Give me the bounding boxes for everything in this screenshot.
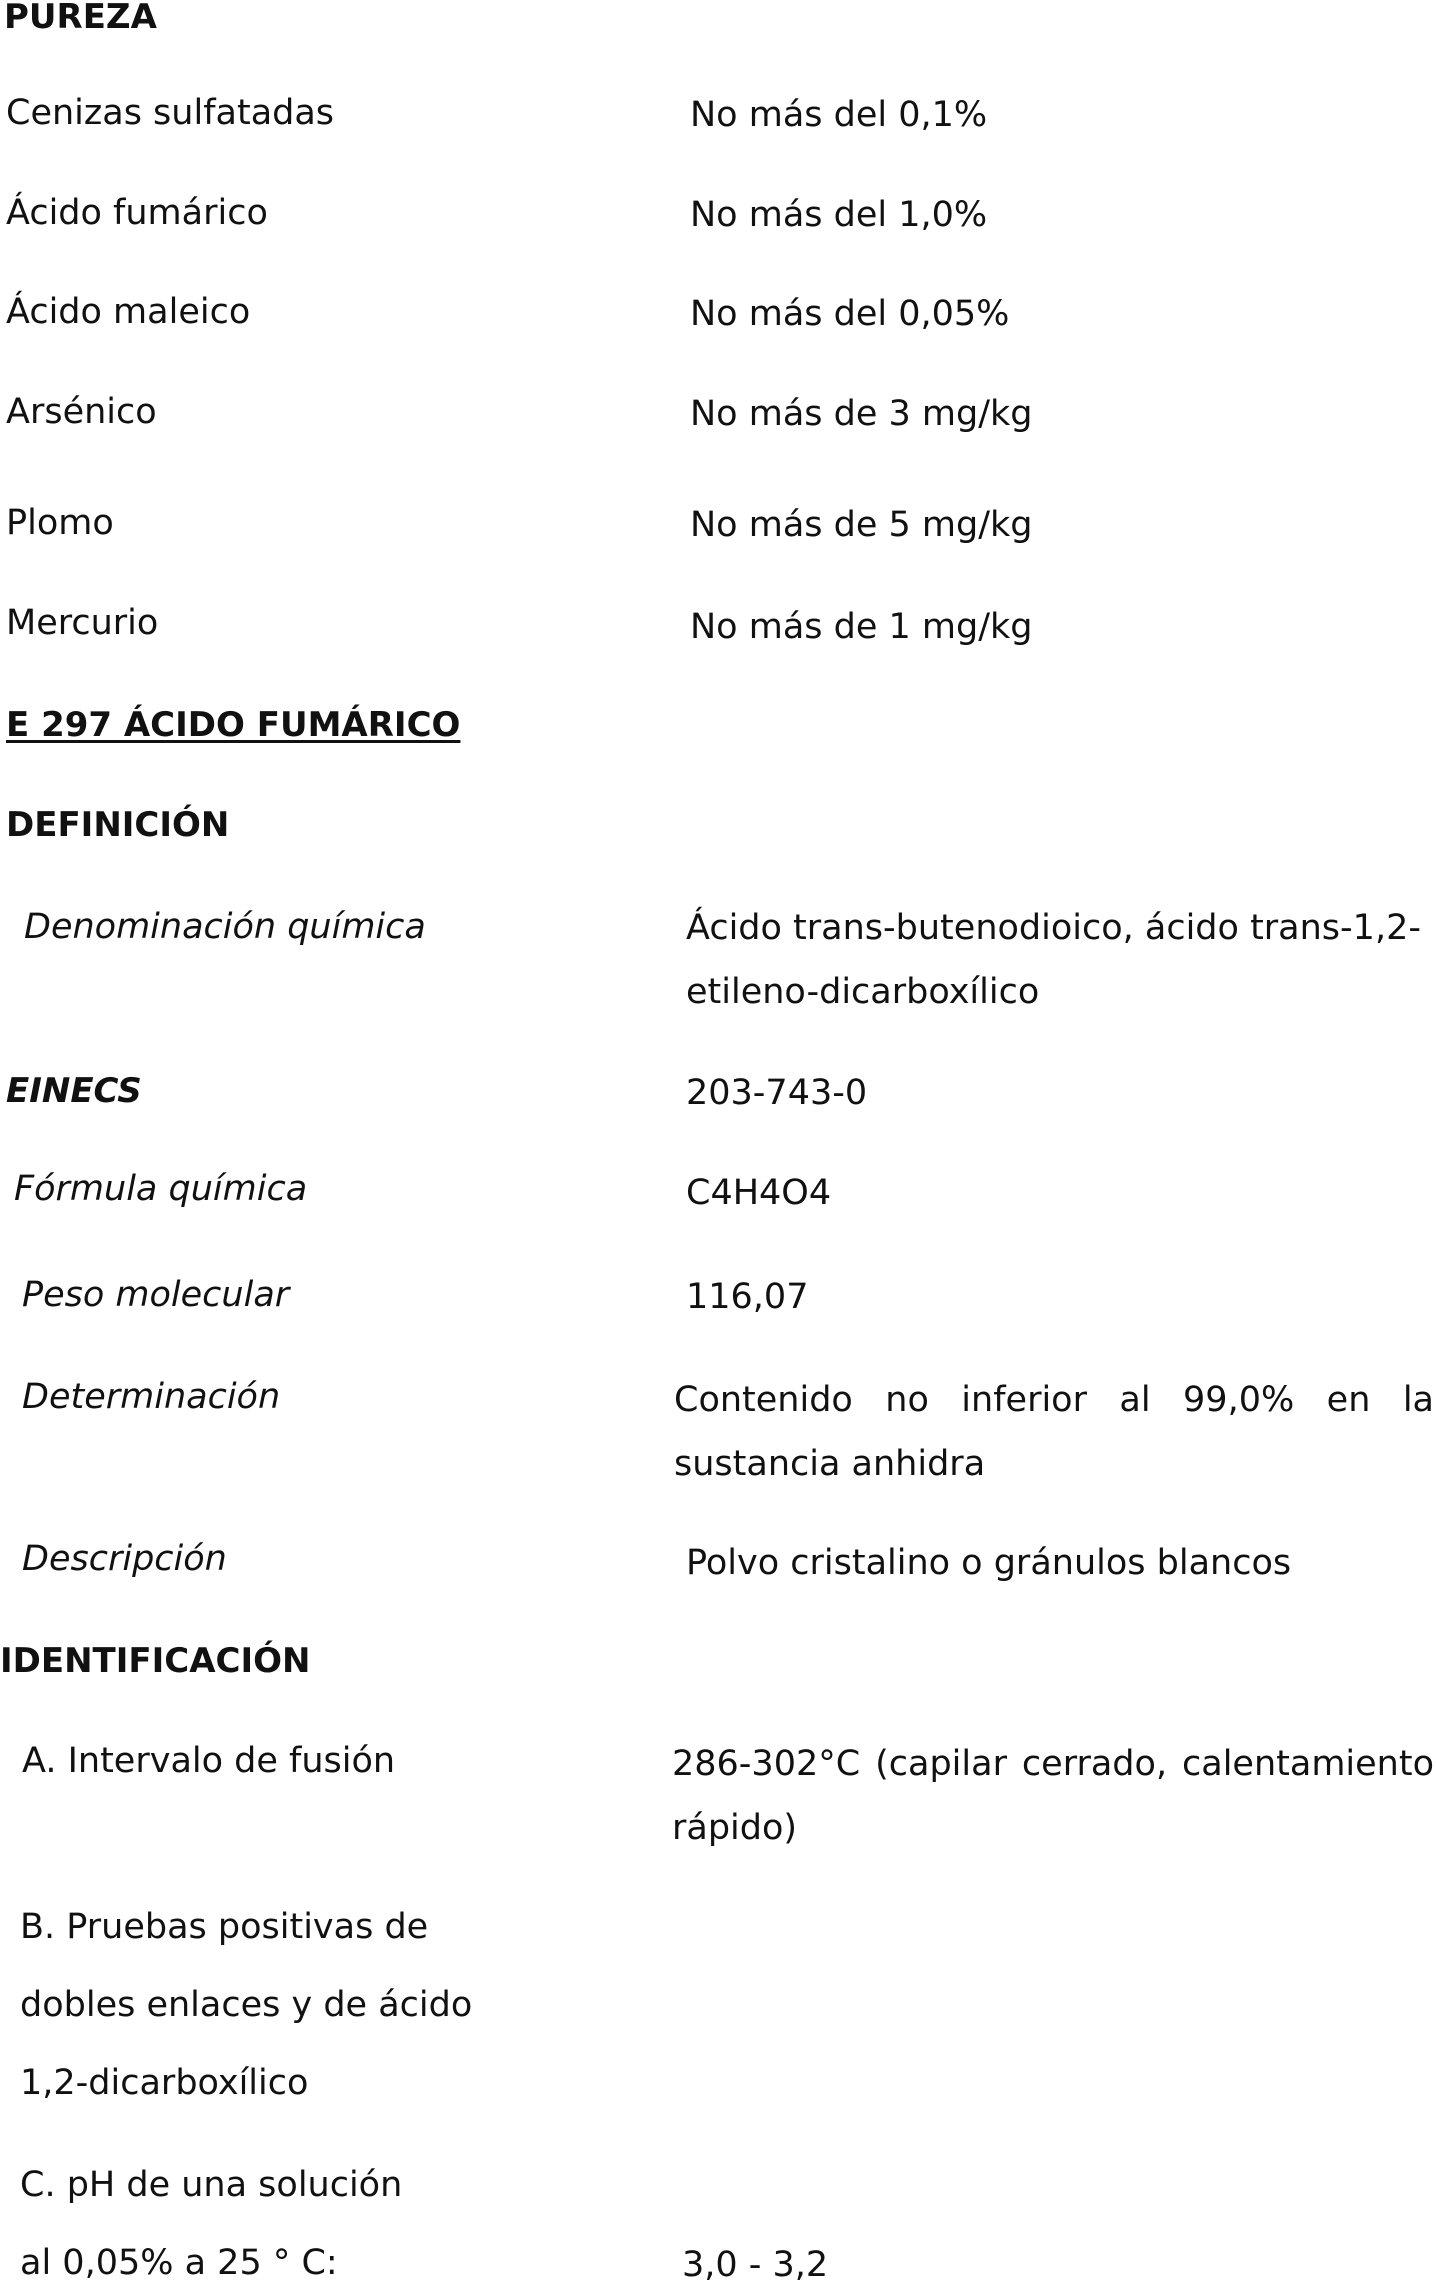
test-c-value: 3,0 - 3,2 (682, 2245, 829, 2285)
purity-label-cenizas: Cenizas sulfatadas (6, 93, 335, 133)
test-c-line1: C. pH de una solución (20, 2165, 403, 2205)
test-b-line3: 1,2-dicarboxílico (20, 2063, 309, 2103)
definicion-heading: DEFINICIÓN (6, 805, 230, 845)
purity-label-mercurio: Mercurio (6, 603, 159, 643)
denominacion-value: Ácido trans-butenodioico, ácido trans-1,2-etileno-dicarboxílico (686, 908, 1421, 1012)
formula-value: C4H4O4 (686, 1173, 832, 1213)
purity-value-cenizas: No más del 0,1% (690, 95, 988, 135)
test-c-line2: al 0,05% a 25 ° C: (20, 2243, 338, 2283)
purity-value-mercurio: No más de 1 mg/kg (690, 607, 1033, 647)
test-b-line2: dobles enlaces y de ácido (20, 1985, 473, 2025)
einecs-value: 203-743-0 (686, 1073, 868, 1113)
test-b-line1: B. Pruebas positivas de (20, 1907, 429, 1947)
test-a-label: A. Intervalo de fusión (22, 1741, 396, 1781)
denominacion-label: Denominación química (24, 907, 426, 947)
purity-value-fumarico: No más del 1,0% (690, 195, 988, 235)
test-a-value: 286-302°C (capilar cerrado, calentamiento rápido) (672, 1744, 1434, 1848)
einecs-label: EINECS (6, 1071, 142, 1111)
purity-label-plomo: Plomo (6, 503, 114, 543)
purity-value-arsenico: No más de 3 mg/kg (690, 394, 1033, 434)
peso-value: 116,07 (686, 1277, 809, 1317)
purity-value-plomo: No más de 5 mg/kg (690, 505, 1033, 545)
determinacion-value: Contenido no inferior al 99,0% en la sustancia anhidra (674, 1380, 1434, 1484)
purity-label-fumarico: Ácido fumárico (6, 193, 268, 233)
purity-label-arsenico: Arsénico (6, 392, 157, 432)
additive-title: E 297 ÁCIDO FUMÁRICO (6, 705, 461, 745)
peso-label: Peso molecular (22, 1275, 290, 1315)
pureza-heading: PUREZA (4, 0, 157, 37)
purity-label-maleico: Ácido maleico (6, 292, 251, 332)
descripcion-label: Descripción (22, 1539, 227, 1579)
descripcion-value: Polvo cristalino o gránulos blancos (686, 1543, 1292, 1583)
formula-label: Fórmula química (14, 1169, 308, 1209)
purity-value-maleico: No más del 0,05% (690, 294, 1010, 334)
identificacion-heading: IDENTIFICACIÓN (0, 1641, 311, 1681)
determinacion-label: Determinación (22, 1377, 281, 1417)
